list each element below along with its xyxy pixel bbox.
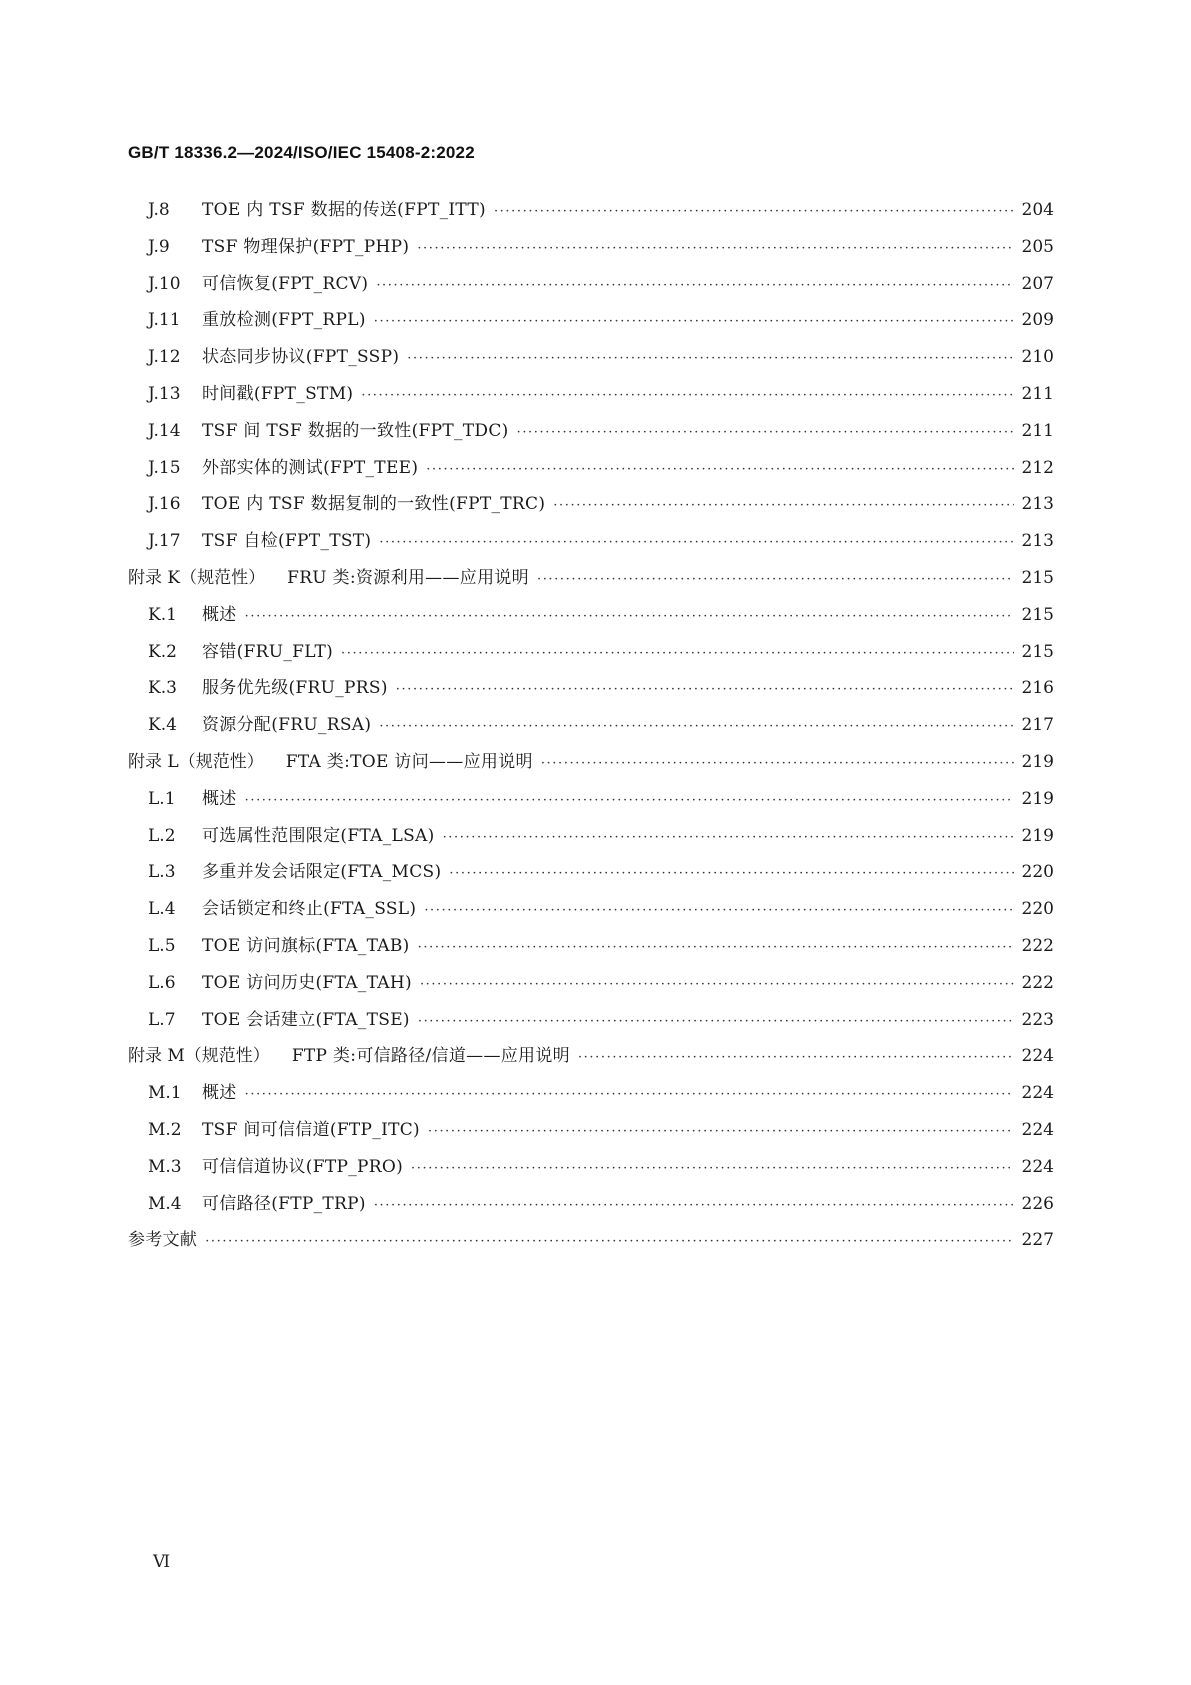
toc-entry-page-number: 219 (1021, 825, 1054, 846)
toc-entry[interactable] (128, 560, 1054, 597)
toc-entry[interactable] (128, 1002, 1054, 1039)
toc-entry[interactable] (128, 339, 1054, 376)
toc-entry-title: TOE 访问旗标(FTA_TAB) (202, 935, 410, 956)
dot-leader (361, 378, 1014, 415)
toc-entry-title: 可信路径(FTP_TRP) (202, 1193, 366, 1214)
toc-entry[interactable] (128, 523, 1054, 560)
toc-entry-page-number: 212 (1021, 457, 1054, 478)
toc-entry-title: TOE 内 TSF 数据复制的一致性(FPT_TRC) (202, 494, 546, 515)
toc-entry-title: 重放检测(FPT_RPL) (202, 310, 366, 331)
toc-entry-page-number: 226 (1021, 1193, 1054, 1214)
table-of-contents (128, 192, 1054, 1259)
toc-entry-page-number: 213 (1021, 531, 1054, 552)
toc-entry[interactable] (128, 1112, 1054, 1149)
toc-entry[interactable] (128, 1038, 1054, 1075)
toc-entry-title: 时间戳(FPT_STM) (202, 383, 354, 404)
toc-entry-page-number: 224 (1021, 1083, 1054, 1104)
dot-leader (578, 1040, 1014, 1077)
dot-leader (420, 967, 1014, 1004)
toc-entry[interactable] (128, 928, 1054, 965)
toc-entry-page-number: 207 (1021, 273, 1054, 294)
dot-leader (417, 231, 1014, 268)
toc-entry-title: TOE 会话建立(FTA_TSE) (202, 1009, 410, 1030)
toc-entry-title: 可选属性范围限定(FTA_LSA) (202, 825, 435, 846)
toc-entry-page-number: 222 (1021, 972, 1054, 993)
toc-entry-page-number: 224 (1021, 1046, 1054, 1067)
dot-leader (396, 672, 1014, 709)
toc-entry-page-number: 215 (1021, 604, 1054, 625)
dot-leader (374, 1188, 1014, 1225)
dot-leader (517, 415, 1014, 452)
dot-leader (418, 930, 1014, 967)
toc-entry-number: M.1 (148, 1083, 182, 1104)
toc-entry[interactable] (128, 965, 1054, 1002)
dot-leader (424, 893, 1014, 930)
toc-entry-number: J.17 (148, 531, 181, 552)
dot-leader (205, 1224, 1014, 1261)
toc-entry-number: K.2 (148, 641, 177, 662)
toc-entry-number: L.1 (148, 788, 176, 809)
toc-entry-number: J.15 (148, 457, 181, 478)
toc-entry[interactable] (128, 413, 1054, 450)
toc-entry-number: M.3 (148, 1156, 182, 1177)
toc-entry-page-number: 209 (1021, 310, 1054, 331)
toc-entry-page-number: 227 (1021, 1230, 1054, 1251)
dot-leader (245, 783, 1014, 820)
toc-entry-number: L.4 (148, 899, 176, 920)
toc-entry-number: M.2 (148, 1119, 182, 1140)
toc-entry-page-number: 213 (1021, 494, 1054, 515)
dot-leader (426, 452, 1014, 489)
toc-entry-number: K.3 (148, 678, 177, 699)
dot-leader (537, 562, 1014, 599)
toc-entry-page-number: 205 (1021, 236, 1054, 257)
toc-entry-title: 参考文献 (128, 1230, 198, 1251)
toc-entry[interactable] (128, 1222, 1054, 1259)
toc-entry-number: M.4 (148, 1193, 182, 1214)
dot-leader (494, 194, 1014, 231)
dot-leader (376, 268, 1014, 305)
toc-entry-number: J.16 (148, 494, 181, 515)
toc-entry-title: 状态同步协议(FPT_SSP) (202, 347, 400, 368)
toc-entry[interactable] (128, 486, 1054, 523)
toc-entry-page-number: 220 (1021, 862, 1054, 883)
toc-entry[interactable] (128, 854, 1054, 891)
toc-entry-number: L.6 (148, 972, 176, 993)
toc-entry[interactable] (128, 1186, 1054, 1223)
toc-entry-page-number: 219 (1021, 788, 1054, 809)
toc-entry-number: J.13 (148, 383, 181, 404)
dot-leader (418, 1004, 1014, 1041)
dot-leader (541, 746, 1014, 783)
toc-entry[interactable] (128, 1075, 1054, 1112)
toc-entry-title: TOE 访问历史(FTA_TAH) (202, 972, 412, 993)
toc-entry-page-number: 215 (1021, 567, 1054, 588)
toc-entry[interactable] (128, 670, 1054, 707)
toc-entry-title: 资源分配(FRU_RSA) (202, 715, 372, 736)
toc-entry-title: TSF 间可信信道(FTP_ITC) (202, 1119, 420, 1140)
toc-entry[interactable] (128, 597, 1054, 634)
toc-entry-page-number: 210 (1021, 347, 1054, 368)
toc-entry-number: J.11 (148, 310, 181, 331)
dot-leader (411, 1151, 1014, 1188)
toc-entry-number: K.4 (148, 715, 177, 736)
toc-entry[interactable] (128, 302, 1054, 339)
toc-entry-page-number: 211 (1021, 420, 1054, 441)
toc-entry-title: TSF 自检(FPT_TST) (202, 531, 372, 552)
toc-entry[interactable] (128, 818, 1054, 855)
toc-entry-number: J.9 (148, 236, 170, 257)
toc-entry[interactable] (128, 1149, 1054, 1186)
toc-entry-title: 概述 (202, 788, 237, 809)
toc-entry[interactable] (128, 781, 1054, 818)
toc-entry-title: 可信恢复(FPT_RCV) (202, 273, 369, 294)
toc-entry-number: J.10 (148, 273, 181, 294)
dot-leader (374, 304, 1014, 341)
toc-entry-number: J.12 (148, 347, 181, 368)
toc-entry-number: L.3 (148, 862, 176, 883)
toc-entry-page-number: 224 (1021, 1119, 1054, 1140)
toc-entry-page-number: 204 (1021, 200, 1054, 220)
toc-entry-title: 服务优先级(FRU_PRS) (202, 678, 388, 699)
dot-leader (449, 856, 1014, 893)
dot-leader (379, 525, 1014, 562)
toc-entry-title: FTA 类:TOE 访问——应用说明 (285, 751, 533, 772)
toc-entry-number: 附录 M（规范性） (128, 1046, 270, 1067)
toc-entry-title: 会话锁定和终止(FTA_SSL) (202, 899, 417, 920)
dot-leader (245, 1077, 1014, 1114)
toc-entry-page-number: 217 (1021, 715, 1054, 736)
toc-entry-title: FTP 类:可信路径/信道——应用说明 (291, 1046, 570, 1067)
toc-entry-page-number: 220 (1021, 899, 1054, 920)
toc-entry-number: 附录 K（规范性） (128, 567, 266, 588)
dot-leader (443, 820, 1014, 857)
toc-entry[interactable] (128, 744, 1054, 781)
toc-entry-page-number: 223 (1021, 1009, 1054, 1030)
toc-entry[interactable] (128, 266, 1054, 303)
toc-entry-number: K.1 (148, 604, 177, 625)
toc-entry[interactable] (128, 634, 1054, 671)
toc-entry[interactable] (128, 229, 1054, 266)
toc-entry-number: L.7 (148, 1009, 176, 1030)
dot-leader (553, 488, 1014, 525)
dot-leader (379, 709, 1014, 746)
toc-entry-title: 概述 (202, 604, 237, 625)
dot-leader (407, 341, 1014, 378)
toc-entry-title: 可信信道协议(FTP_PRO) (202, 1156, 404, 1177)
toc-entry[interactable] (128, 891, 1054, 928)
toc-entry-number: L.2 (148, 825, 176, 846)
dot-leader (245, 599, 1014, 636)
toc-entry-number: 附录 L（规范性） (128, 751, 264, 772)
toc-entry-title: 概述 (202, 1083, 237, 1104)
toc-entry-title: 多重并发会话限定(FTA_MCS) (202, 862, 442, 883)
toc-entry[interactable] (128, 376, 1054, 413)
toc-entry-title: TSF 间 TSF 数据的一致性(FPT_TDC) (202, 420, 509, 441)
toc-entry-page-number: 216 (1021, 678, 1054, 699)
toc-entry-page-number: 211 (1021, 383, 1054, 404)
page-number-footer: Ⅵ (153, 1552, 171, 1572)
toc-entry-page-number: 215 (1021, 641, 1054, 662)
toc-entry-number: L.5 (148, 935, 176, 956)
toc-entry[interactable] (128, 707, 1054, 744)
toc-entry-title: 容错(FRU_FLT) (202, 641, 334, 662)
toc-entry-title: TSF 物理保护(FPT_PHP) (202, 236, 410, 257)
toc-entry[interactable] (128, 192, 1054, 229)
toc-entry[interactable] (128, 450, 1054, 487)
toc-entry-page-number: 219 (1021, 751, 1054, 772)
toc-entry-title: FRU 类:资源利用——应用说明 (287, 567, 529, 588)
toc-entry-page-number: 222 (1021, 935, 1054, 956)
toc-entry-number: J.14 (148, 420, 181, 441)
toc-entry-title: 外部实体的测试(FPT_TEE) (202, 457, 419, 478)
dot-leader (341, 636, 1014, 673)
dot-leader (428, 1114, 1014, 1151)
toc-entry-number: J.8 (148, 200, 170, 220)
toc-entry-title: TOE 内 TSF 数据的传送(FPT_ITT) (202, 200, 486, 220)
toc-entry-page-number: 224 (1021, 1156, 1054, 1177)
document-code-header: GB/T 18336.2—2024/ISO/IEC 15408-2:2022 (128, 143, 475, 162)
